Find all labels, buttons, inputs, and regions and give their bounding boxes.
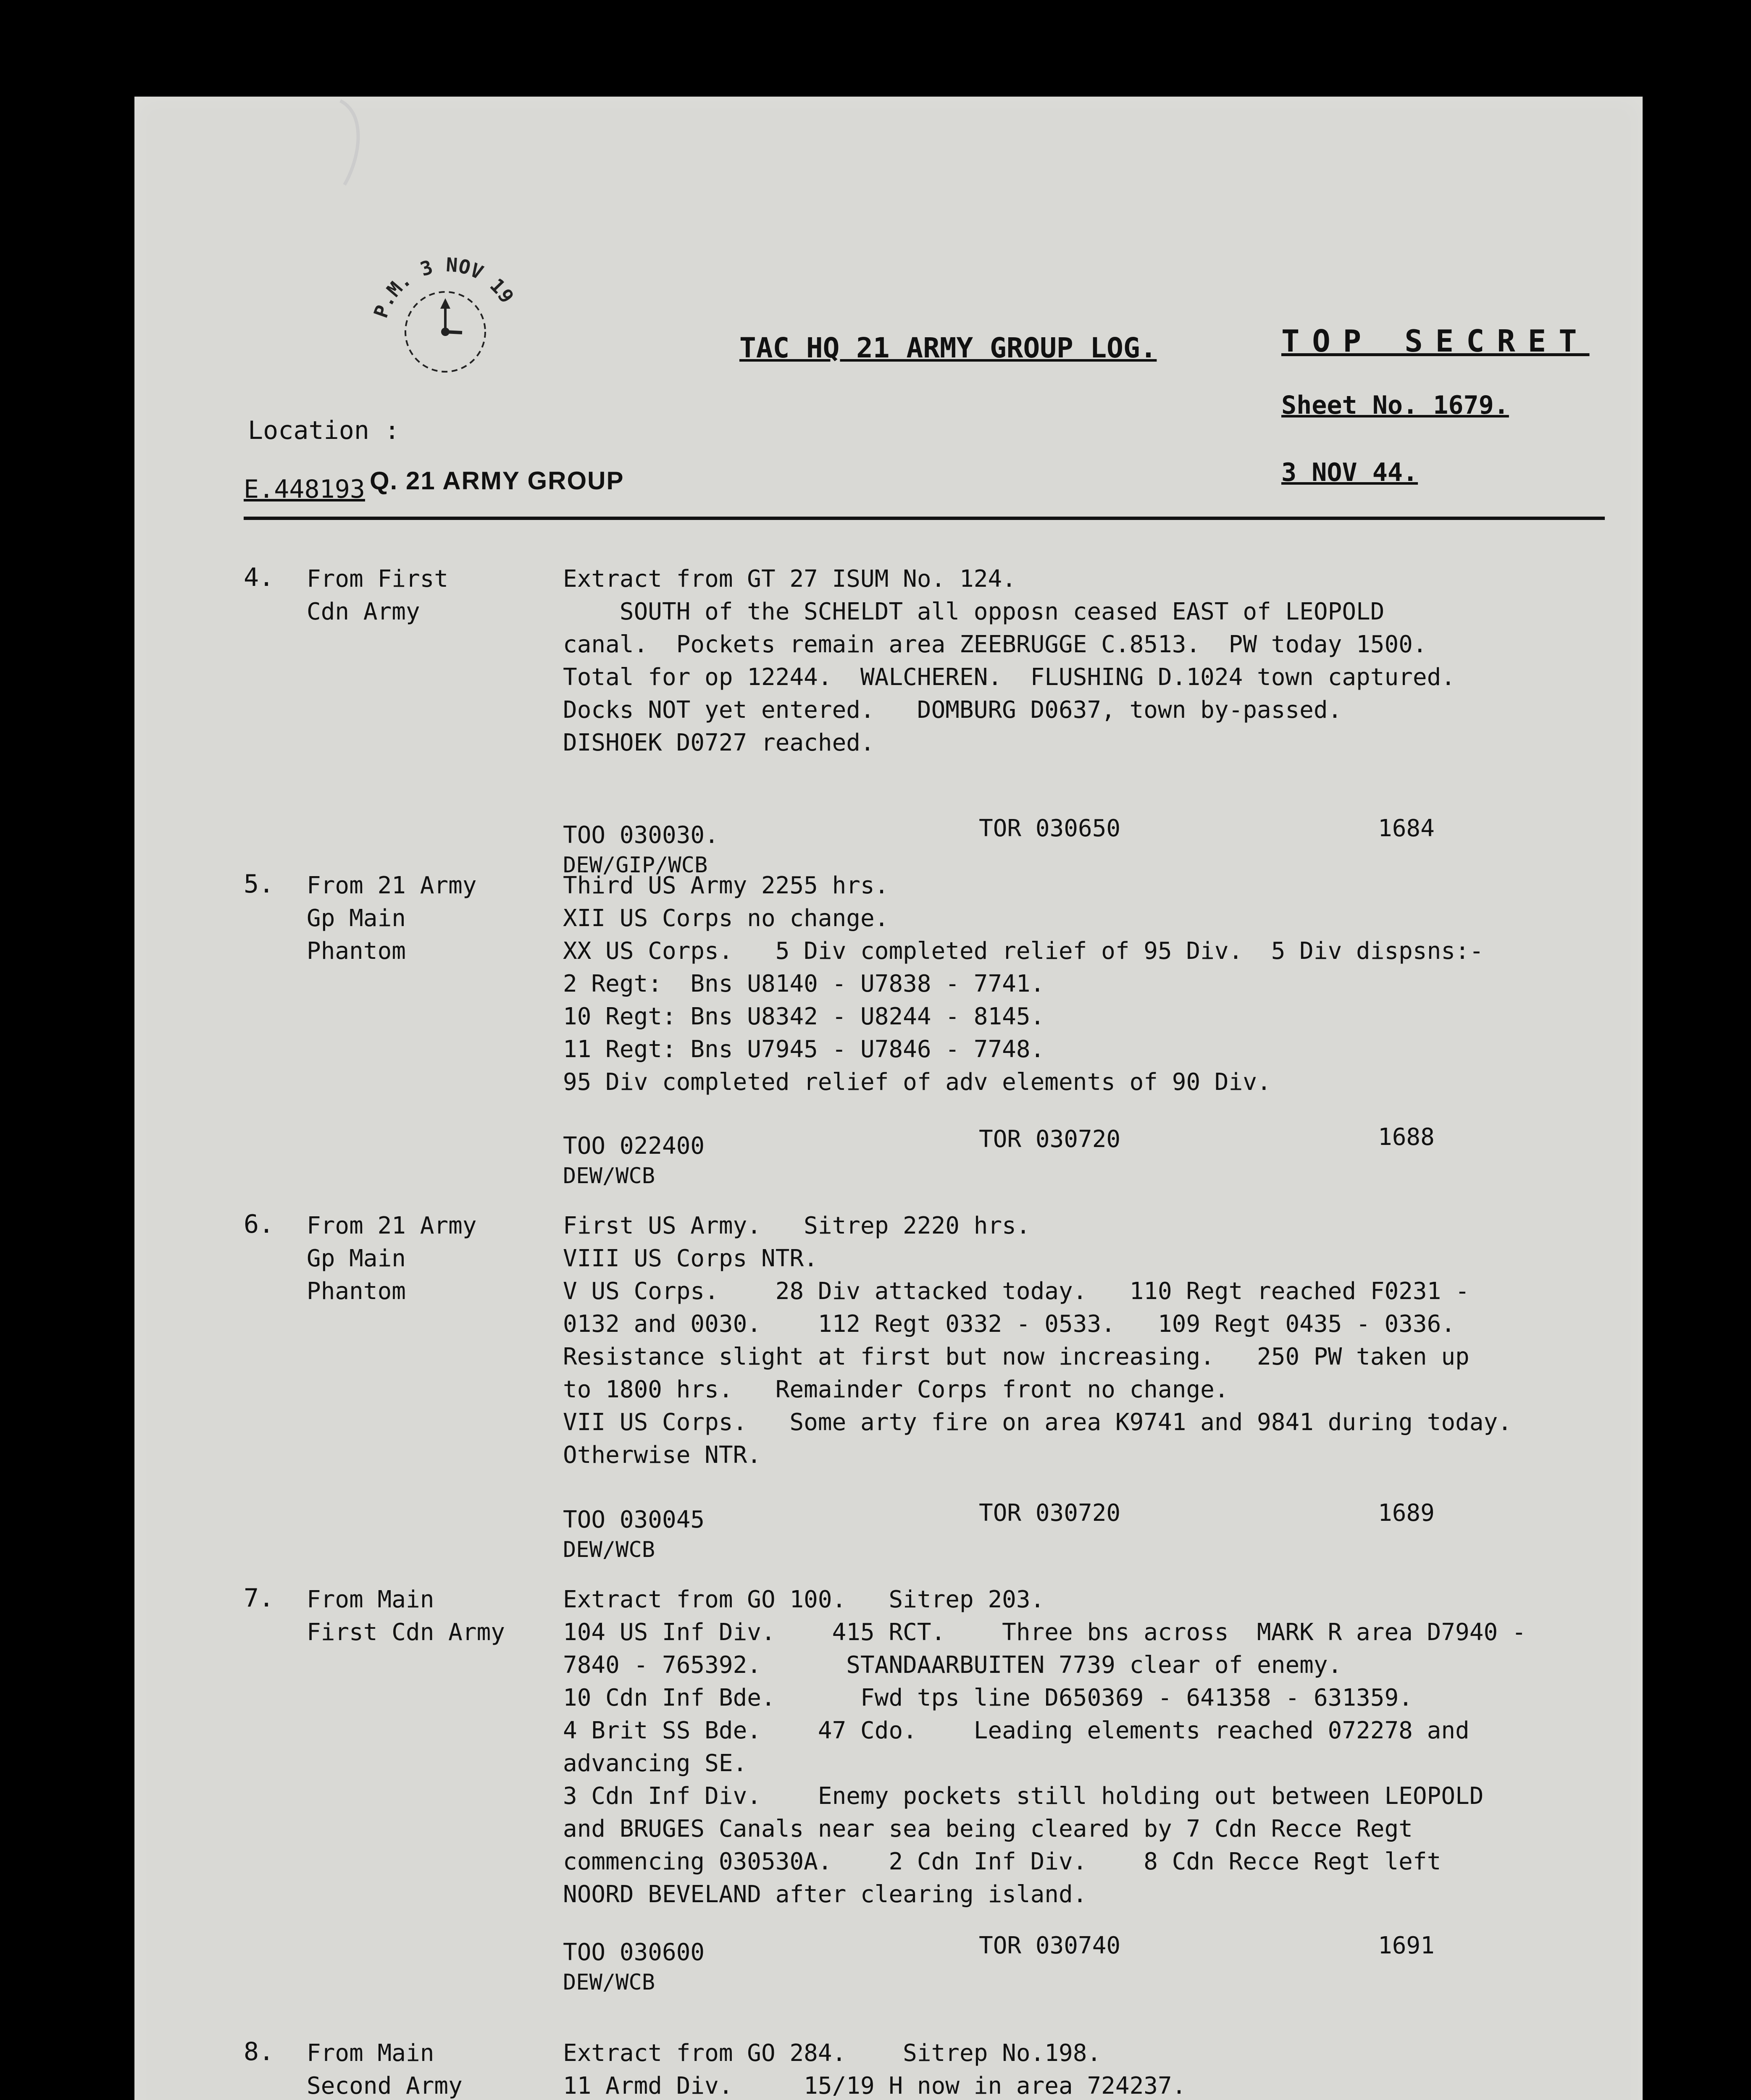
entry-line: 10 Cdn Inf Bde. Fwd tps line D650369 - 641358 - 631359. xyxy=(563,1684,1413,1712)
entry-line: SOUTH of the SCHELDT all opposn ceased EAST of LEOPOLD xyxy=(563,598,1385,625)
initials: DEW/WCB xyxy=(563,1970,655,1995)
entry-line: 2 Regt: Bns U8140 - U7838 - 7741. xyxy=(563,970,1045,998)
log-title: TAC HQ 21 ARMY GROUP LOG. xyxy=(739,332,1157,364)
entry-line: to 1800 hrs. Remainder Corps front no change. xyxy=(563,1376,1229,1403)
serial-number: 1689 xyxy=(1378,1499,1435,1527)
entry-line: Docks NOT yet entered. DOMBURG D0637, town by-passed. xyxy=(563,696,1342,724)
entry-source: From Main Second Army xyxy=(307,2040,463,2100)
entry-line: XII US Corps no change. xyxy=(563,905,889,932)
initials: DEW/WCB xyxy=(563,1537,655,1562)
entry-number: 7. xyxy=(244,1583,274,1613)
entry-line: 11 Armd Div. 15/19 H now in area 724237. xyxy=(563,2072,1186,2100)
entry-line: Resistance slight at first but now increasing. 250 PW taken up xyxy=(563,1343,1470,1370)
entry-line: Extract from GO 284. Sitrep No.198. xyxy=(563,2040,1102,2067)
entry-line: NOORD BEVELAND after clearing island. xyxy=(563,1881,1087,1908)
entry-line: 11 Regt: Bns U7945 - U7846 - 7748. xyxy=(563,1036,1045,1063)
entry-text xyxy=(563,563,1638,759)
entry-line: 104 US Inf Div. 415 RCT. Three bns across MARK R area D7940 - xyxy=(563,1619,1526,1646)
time-of-origin: TOO 030600 xyxy=(563,1939,705,1966)
entry-source: From 21 Army Gp Main Phantom xyxy=(307,1212,477,1305)
time-of-receipt: TOR 030720 xyxy=(979,1126,1121,1153)
serial-number: 1688 xyxy=(1378,1124,1435,1151)
entry-line: Extract from GO 100. Sitrep 203. xyxy=(563,1586,1045,1613)
time-of-receipt: TOR 030740 xyxy=(979,1932,1121,1959)
entry-text xyxy=(563,1210,1638,1472)
initials: DEW/WCB xyxy=(563,1163,655,1189)
entry-line: XX US Corps. 5 Div completed relief of 95 Div. 5 Div dispsns:- xyxy=(563,937,1484,965)
entry-number: 8. xyxy=(244,2037,274,2066)
entry-text xyxy=(563,869,1638,1099)
location-label: Location : xyxy=(248,416,400,445)
svg-text:P.M. 3 NOV 1944 xyxy=(361,223,518,321)
stamp-date-text: P.M. 3 NOV 19 xyxy=(369,253,519,321)
entry-line: 7840 - 765392. STANDAARBUITEN 7739 clear of enemy. xyxy=(563,1651,1342,1679)
entry-number: 4. xyxy=(244,563,274,592)
entry-line: Otherwise NTR. xyxy=(563,1441,762,1469)
date-stamp-seal xyxy=(361,223,529,391)
entry-line: 3 Cdn Inf Div. Enemy pockets still holding out between LEOPOLD xyxy=(563,1782,1484,1810)
entry-number: 5. xyxy=(244,869,274,899)
serial-number: 1691 xyxy=(1378,1932,1435,1959)
sheet-date: 3 NOV 44. xyxy=(1281,458,1418,487)
entry-line: and BRUGES Canals near sea being cleared by 7 Cdn Recce Regt xyxy=(563,1815,1413,1843)
entry-source: From Main First Cdn Army xyxy=(307,1586,505,1646)
entry-line: V US Corps. 28 Div attacked today. 110 Regt reached F0231 - xyxy=(563,1278,1470,1305)
pen-mark xyxy=(332,97,382,189)
header-divider xyxy=(244,517,1605,520)
serial-number: 1684 xyxy=(1378,815,1435,842)
entry-line: advancing SE. xyxy=(563,1750,747,1777)
entry-line: 95 Div completed relief of adv elements of 90 Div. xyxy=(563,1068,1271,1096)
entry-text xyxy=(563,2037,1638,2100)
time-of-origin: TOO 030030. xyxy=(563,822,719,849)
time-of-origin: TOO 030045 xyxy=(563,1506,705,1533)
location-reference: E.448193 xyxy=(244,475,365,504)
date-stamp xyxy=(361,223,529,391)
log-sheet xyxy=(134,97,1643,2100)
entry-line: canal. Pockets remain area ZEEBRUGGE C.8513. PW today 1500. xyxy=(563,631,1427,658)
initials: DEW/GIP/WCB xyxy=(563,853,708,878)
entry-text xyxy=(563,1583,1638,1911)
classification-marking: TOP SECRET xyxy=(1281,323,1590,359)
stamp-unit-text: Q. 21 ARMY GROUP xyxy=(370,467,624,495)
entry-line: 0132 and 0030. 112 Regt 0332 - 0533. 109 Regt 0435 - 0336. xyxy=(563,1310,1456,1338)
entry-line: VII US Corps. Some arty fire on area K9741 and 9841 during today. xyxy=(563,1409,1512,1436)
entry-source: From 21 Army Gp Main Phantom xyxy=(307,872,477,965)
entry-line: DISHOEK D0727 reached. xyxy=(563,729,875,756)
time-of-receipt: TOR 030720 xyxy=(979,1499,1121,1527)
entry-number: 6. xyxy=(244,1210,274,1239)
entry-line: Extract from GT 27 ISUM No. 124. xyxy=(563,565,1016,593)
time-of-receipt: TOR 030650 xyxy=(979,815,1121,842)
entry-line: Third US Army 2255 hrs. xyxy=(563,872,889,899)
entry-line: 10 Regt: Bns U8342 - U8244 - 8145. xyxy=(563,1003,1045,1030)
entry-line: VIII US Corps NTR. xyxy=(563,1245,818,1272)
entry-source: From First Cdn Army xyxy=(307,565,449,625)
time-of-origin: TOO 022400 xyxy=(563,1132,705,1160)
entry-line: 4 Brit SS Bde. 47 Cdo. Leading elements reached 072278 and xyxy=(563,1717,1470,1744)
entry-line: Total for op 12244. WALCHEREN. FLUSHING D.1024 town captured. xyxy=(563,664,1456,691)
entry-line: First US Army. Sitrep 2220 hrs. xyxy=(563,1212,1031,1239)
entry-line: commencing 030530A. 2 Cdn Inf Div. 8 Cdn Recce Regt left xyxy=(563,1848,1441,1875)
sheet-number: Sheet No. 1679. xyxy=(1281,391,1509,420)
